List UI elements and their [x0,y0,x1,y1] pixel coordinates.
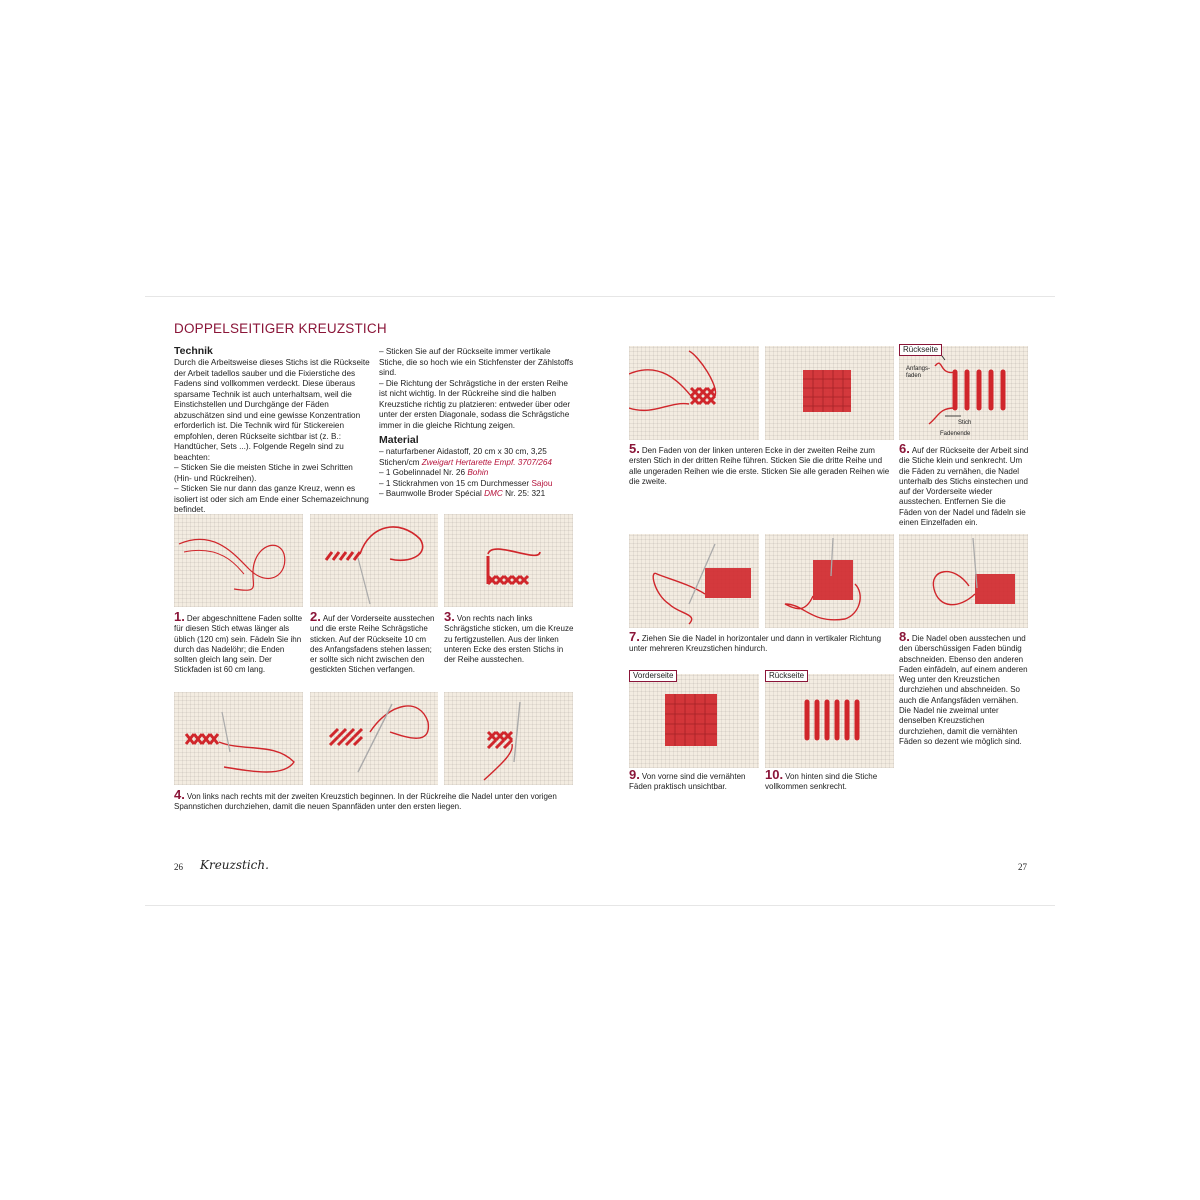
second-row-illustration-b [310,692,438,785]
rueckseite-label-step-10: Rückseite [765,670,808,682]
book-brand: Kreuzstich. [200,858,269,872]
technik-body: Durch die Arbeitsweise dieses Stichs ist die Rückseite der Arbeit tadellos sauber und die Fixierstiche des Fadens sind vollkommen verdeckt. Diese überaus sparsame Technik ist auch unterhaltsam, weil die Einstichstellen und Durchgänge der Fäden abzuschätzen sind und eine gewisse Konzentration erforderlich ist. Die Technik wird für Stickereien empfohlen, deren Rückseite sichtbar ist (z. B.: Handtücher, Sets ...). Folgende Regeln sind zu beachten: [174,358,370,462]
first-crosses-illustration [444,514,573,607]
step-2-caption: 2. Auf der Vorderseite ausstechen und die erste Reihe Schrägstiche sticken. Auf der Rückseite 10 cm des Anfangsfadens stehen lassen; er sollte sich nicht zwischen den gestickten Stichen verfangen. [310,609,435,675]
step-3-photo [444,514,573,607]
step-10-caption: 10. Von hinten sind die Stiche vollkommen senkrecht. [765,767,878,792]
step-8-caption: 8. Die Nadel oben ausstechen und den überschüssigen Faden bündig abschneiden. Ebenso den anderen Faden einfädeln, auf einem anderen Weg unter den Kreuzstichen durchziehen und abschneiden. So auch die Anfangsfäden vernähen. Die Nadel nie zweimal unter denselben Kreuzstichen durchziehen, damit die vernähten Fäden so dezent wie möglich sind. [899,629,1028,746]
material-line-2: – 1 Gobelinnadel Nr. 26 Bohin [379,468,489,477]
page-title: DOPPELSEITIGER KREUZSTICH [174,321,387,336]
vorderseite-label: Vorderseite [629,670,677,682]
second-row-illustration-a [174,692,303,785]
step-4-photo-a [174,692,303,785]
trim-thread-illustration [899,534,1028,628]
technik-rule-2: – Sticken Sie nur dann das ganze Kreuz, wenn es isoliert ist oder sich am Ende einer Schemazeichnung befindet. [174,484,369,514]
anfangsfaden-label: Anfangs- faden [906,366,931,379]
material-heading: Material [379,434,419,446]
step-1-photo [174,514,303,607]
material-line-3: – 1 Stickrahmen von 15 cm Durchmesser Sajou [379,478,553,488]
material-line-1: – naturfarbener Aidastoff, 20 cm x 30 cm, 3,25 Stichen/cm Zweigart Hertarette Empf. 3707/264 [379,447,552,467]
step-9-photo [629,674,759,768]
step-7-photo-a [629,534,759,628]
step-3-caption: 3. Von rechts nach links Schrägstiche sticken, um die Kreuze zu fertigzustellen. Aus der linken unteren Ecke des ersten Stichs in der Reihe ausstechen. [444,609,574,665]
stich-label: Stich [958,420,972,426]
step-2-photo [310,514,438,607]
second-row-illustration-c [444,692,573,785]
front-view-illustration [629,674,759,768]
step-7-photo-b [765,534,894,628]
step-4-caption: 4. Von links nach rechts mit der zweiten Kreuzstich beginnen. In der Rückreihe die Nadel unter den vorigen Spannstichen durchziehen, damit die neuen Spannfäden unter den ersten liegen. [174,787,557,812]
threading-horizontal-illustration [629,534,759,628]
filled-block-illustration [765,346,894,440]
page-number-left: 26 [174,862,183,872]
step-5-photo-a [629,346,759,440]
page-number-right: 27 [1018,862,1027,872]
technik-rule-3: – Sticken Sie auf der Rückseite immer vertikale Stiche, die so hoch wie ein Stichfenster der Zählstoffs sind. [379,347,574,377]
top-rule [145,296,1055,297]
fadenende-label: Fadenende [940,431,971,437]
step-9-caption: 9. Von vorne sind die vernähten Fäden praktisch unsichtbar. [629,767,746,792]
technik-column-2 [379,347,575,500]
step-5-photo-b [765,346,894,440]
third-row-start-illustration [629,346,759,440]
bottom-rule [145,905,1055,906]
step-6-caption: 6. Auf der Rückseite der Arbeit sind die Stiche klein und senkrecht. Um die Fäden zu vernähen, die Nadel unterhalb des Stichs einstechen und auf der Vorderseite wieder ausstechen. Entfernen Sie die Fäden von der Nadel und fädeln sie einen Einzelfaden ein. [899,441,1029,528]
technik-rule-4: – Die Richtung der Schrägstiche in der ersten Reihe ist nicht wichtig. In der Rückreihe sind die halben Kreuzstiche richtig zu platzieren: entweder über oder unter der ersten Diagonale, sodass die Schrägstiche immer in die gleiche Richtung zeigen. [379,378,571,430]
step-4-photo-c [444,692,573,785]
technik-rule-1: – Sticken Sie die meisten Stiche in zwei Schritten (Hin- und Rückreihen). [174,463,353,483]
step-1-caption: 1. Der abgeschnittene Faden sollte für diesen Stich etwas länger als üblich (120 cm) sein. Fädeln Sie ihn durch das Nadelöhr; die Enden sollten gleich lang sein. Der Stickfaden ist 60 cm lang. [174,609,303,675]
loose-thread-illustration [174,514,303,607]
material-line-4: – Baumwolle Broder Spécial DMC Nr. 25: 321 [379,489,546,498]
technik-heading: Technik [174,345,213,357]
step-4-photo-b [310,692,438,785]
step-10-photo [765,674,894,768]
step-5-caption: 5. Den Faden von der linken unteren Ecke in der zweiten Reihe zum ersten Stich in der dritten Reihe führen. Sticken Sie die dritte Reihe und alle ungeraden Reihen wie die erste. Sticken Sie alle geraden Reihen wie die zweite. [629,441,890,486]
step-8-photo [899,534,1028,628]
threading-vertical-illustration [765,534,894,628]
technik-column [174,345,370,516]
step-7-caption: 7. Ziehen Sie die Nadel in horizontaler und dann in vertikaler Richtung unter mehreren Kreuzstichen hindurch. [629,629,882,654]
diagonal-stitches-illustration [310,514,438,607]
rueckseite-label-step-6: Rückseite [899,344,942,356]
back-view-illustration [765,674,894,768]
